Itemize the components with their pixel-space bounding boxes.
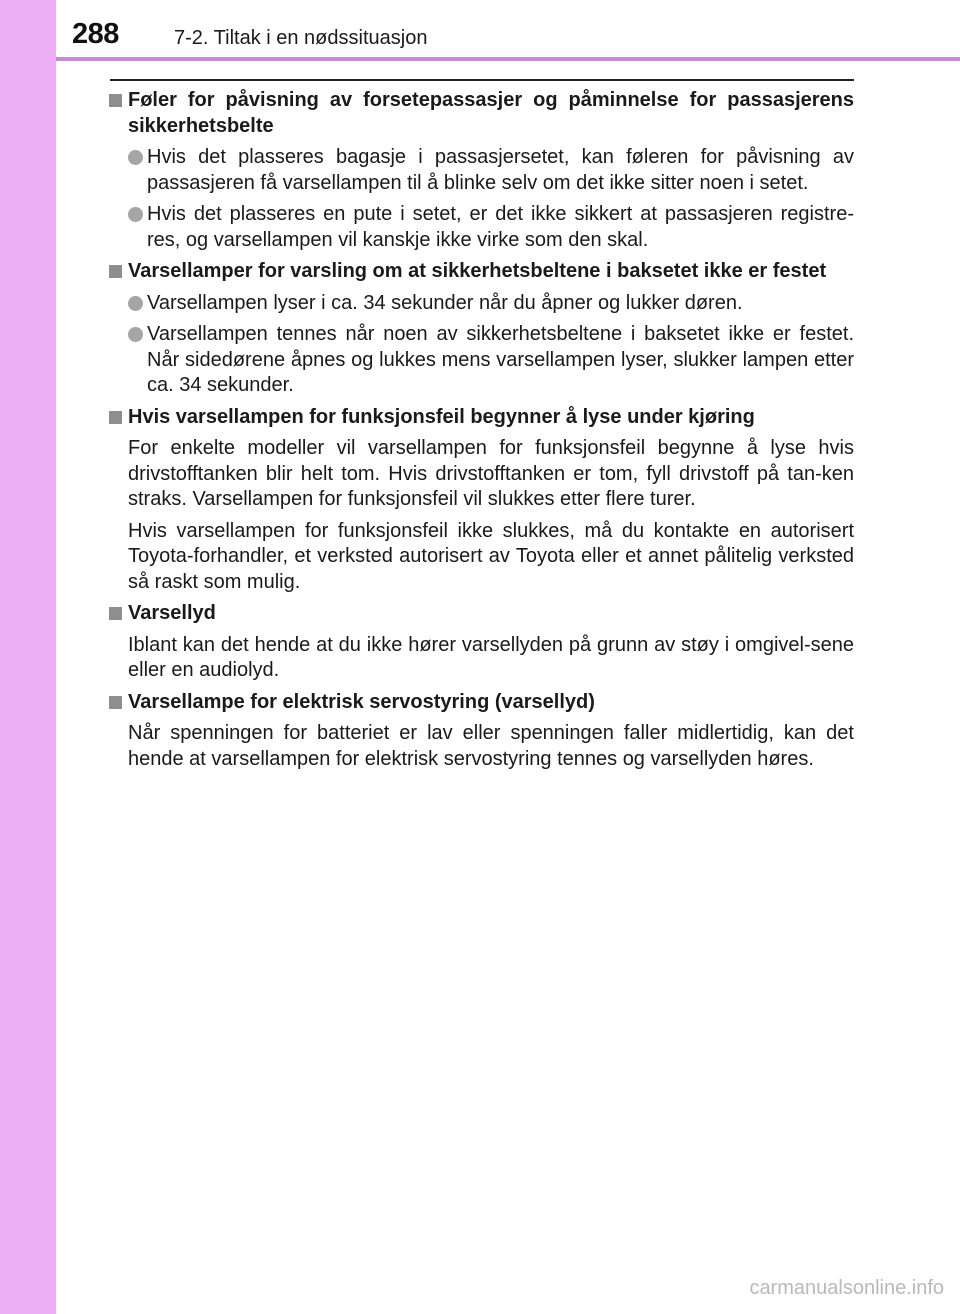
bullet-item	[108, 145, 854, 196]
square-bullet-icon	[109, 411, 122, 424]
body-paragraph: Hvis varsellampen for funksjonsfeil ikke slukkes, må du kontakte en autorisert Toyota-forhandler, et verksted autorisert av Toyota eller et annet pålitelig verksted så raskt som mulig.	[128, 519, 854, 593]
body-paragraph: For enkelte modeller vil varsellampen for funksjonsfeil begynne å lyse hvis drivstofftanken blir helt tom. Hvis drivstofftanken er tom, fyll drivstoff på tan-ken straks. Varsellampen for funksjonsfeil vil slukkes etter flere turer.	[128, 437, 854, 510]
section-heading-text: Varsellamper for varsling om at sikkerhetsbeltene i baksetet ikke er festet	[128, 260, 827, 282]
section-heading	[108, 88, 854, 139]
watermark-text: carmanualsonline.info	[749, 1277, 944, 1299]
section-heading	[108, 601, 854, 627]
circle-bullet-icon	[128, 296, 143, 311]
section-heading	[108, 405, 854, 431]
square-bullet-icon	[109, 94, 122, 107]
body-paragraph: Når spenningen for batteriet er lav eller spenningen faller midlertidig, kan det hende at varsellampen for elektrisk servostyring tennes og varsellyden høres.	[128, 722, 854, 770]
square-bullet-icon	[109, 607, 122, 620]
circle-bullet-icon	[128, 327, 143, 342]
square-bullet-icon	[109, 696, 122, 709]
bullet-text: Hvis det plasseres en pute i setet, er det ikke sikkert at passasjeren registre-res, og varsellampen vil kanskje ikke virke som den skal.	[147, 203, 854, 251]
section-heading-text: Varsellyd	[128, 602, 216, 624]
bullet-text: Hvis det plasseres bagasje i passasjersetet, kan føleren for påvisning av passasjeren få varsellampen til å blinke selv om det ikke sitter noen i setet.	[147, 146, 854, 194]
bullet-text: Varsellampen lyser i ca. 34 sekunder når du åpner og lukker døren.	[147, 291, 743, 314]
content-divider	[110, 79, 854, 81]
section-heading	[108, 690, 854, 716]
circle-bullet-icon	[128, 207, 143, 222]
chapter-side-tab	[0, 0, 56, 1314]
square-bullet-icon	[109, 265, 122, 278]
bullet-item	[108, 291, 854, 317]
section-heading-text: Varsellampe for elektrisk servostyring (varsellyd)	[128, 690, 595, 713]
circle-bullet-icon	[128, 150, 143, 165]
page-number: 288	[72, 18, 119, 50]
section-heading	[108, 259, 854, 285]
bullet-item	[108, 322, 854, 399]
page-content	[108, 88, 854, 778]
bullet-text: Varsellampen tennes når noen av sikkerhetsbeltene i baksetet ikke er festet. Når sidedørene åpnes og lukkes mens varsellampen lyser, slukker lampen etter ca. 34 sekunder.	[147, 323, 854, 396]
section-title: 7-2. Tiltak i en nødssituasjon	[174, 27, 428, 49]
bullet-item	[108, 202, 854, 253]
body-paragraph: Iblant kan det hende at du ikke hører varsellyden på grunn av støy i omgivel-sene eller en audiolyd.	[128, 633, 854, 681]
header-rule	[56, 57, 960, 61]
section-heading-text: Føler for påvisning av forsetepassasjer og påminnelse for passasjerens sikkerhetsbelte	[128, 89, 854, 137]
section-heading-text: Hvis varsellampen for funksjonsfeil begynner å lyse under kjøring	[128, 405, 755, 428]
